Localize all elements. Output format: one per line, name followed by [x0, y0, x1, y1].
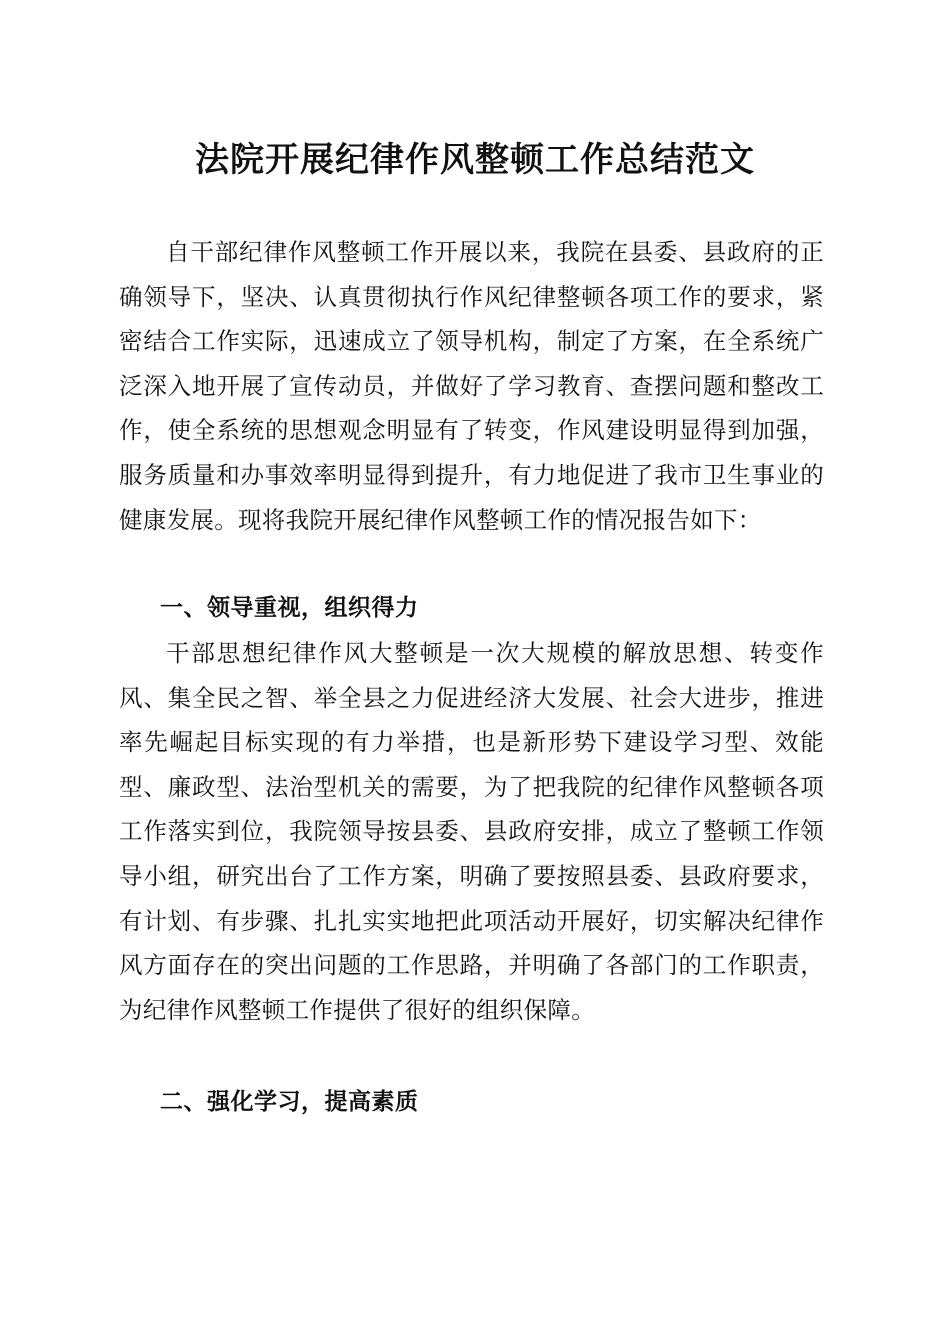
- document-title: 法院开展纪律作风整顿工作总结范文: [195, 140, 755, 180]
- section-1-paragraph: 干部思想纪律作风大整顿是一次大规模的解放思想、转变作风、集全民之智、举全县之力促进经济大发展、社会大进步，推进率先崛起目标实现的有力举措，也是新形势下建设学习型、效能型、廉政型、法治型机关的需要，为了把我院的纪律作风整顿各项工作落实到位，我院领导按县委、县政府安排，成立了整顿工作领导小组，研究出台了工作方案，明确了要按照县委、县政府要求，有计划、有步骤、扎扎实实地把此项活动开展好，切实解决纪律作风方面存在的突出问题的工作思路，并明确了各部门的工作职责，为纪律作风整顿工作提供了很好的组织保障。: [119, 639, 824, 1024]
- intro-paragraph: 自干部纪律作风整顿工作开展以来，我院在县委、县政府的正确领导下，坚决、认真贯彻执行作风纪律整顿各项工作的要求，紧密结合工作实际，迅速成立了领导机构，制定了方案，在全系统广泛深入地开展了宣传动员，并做好了学习教育、查摆问题和整改工作，使全系统的思想观念明显有了转变，作风建设明显得到加强，服务质量和办事效率明显得到提升，有力地促进了我市卫生事业的健康发展。现将我院开展纪律作风整顿工作的情况报告如下：: [119, 238, 824, 534]
- section-heading-1: 一、领导重视，组织得力: [160, 595, 419, 621]
- section-heading-2: 二、强化学习，提高素质: [160, 1089, 419, 1115]
